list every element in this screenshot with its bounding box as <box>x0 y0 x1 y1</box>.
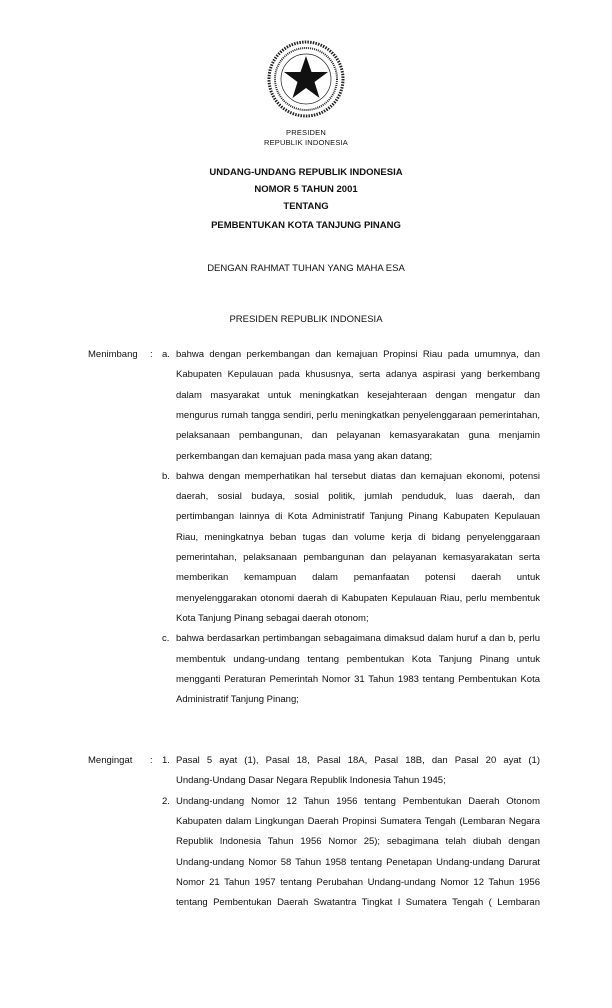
text-line: tentang Pembentukan Daerah Swatantra Tingkat I Sumatera Tengah ( Lembaran <box>176 897 540 909</box>
section-label: Menimbang <box>88 349 138 360</box>
document-title-2: NOMOR 5 TAHUN 2001 <box>254 184 358 195</box>
text-line: bahwa dengan perkembangan dan kemajuan Propinsi Riau pada umumnya, dan <box>176 349 540 360</box>
document-title-1: UNDANG-UNDANG REPUBLIK INDONESIA <box>209 167 403 178</box>
text-line: Administratif Tanjung Pinang; <box>176 694 299 706</box>
item-marker: c. <box>162 633 170 645</box>
text-line: Riau, meningkatnya beban tugas dan volume kerja di bidang penyelenggaraan <box>176 531 540 543</box>
text-line: Kabupaten Kepulauan pada khususnya, serta adanya aspirasi yang berkembang <box>176 369 540 381</box>
text-line: bahwa berdasarkan pertimbangan sebagaimana dimaksud dalam huruf a dan b, perlu <box>176 633 540 645</box>
document-title-4: PEMBENTUKAN KOTA TANJUNG PINANG <box>211 220 401 231</box>
item-marker: 2. <box>162 795 170 807</box>
text-line: Kota Tanjung Pinang sebagai daerah otonom; <box>176 612 369 624</box>
text-line: Undang-Undang Dasar Negara Republik Indonesia Tahun 1945; <box>176 775 446 787</box>
text-line: mengurus rumah tangga sendiri, perlu meningkatkan penyelenggaraan pemerintahan, <box>176 409 540 421</box>
office-line-1: PRESIDEN <box>286 128 326 137</box>
text-line: dalam masyarakat untuk meningkatkan kesejahteraan dengan mengatur dan <box>176 389 540 401</box>
document-title-3: TENTANG <box>283 201 329 212</box>
invocation: DENGAN RAHMAT TUHAN YANG MAHA ESA <box>207 263 405 274</box>
text-line: Republik Indonesia Tahun 1956 Nomor 25); sebagimana telah diubah dengan <box>176 836 540 848</box>
office-line-2: REPUBLIK INDONESIA <box>263 138 349 147</box>
section-colon: : <box>150 349 153 360</box>
text-line: mengganti Peraturan Pemerintah Nomor 31 Tahun 1983 tentang Pembentukan Kota <box>176 673 540 685</box>
text-line: daerah, sosial budaya, sosial politik, jumlah penduduk, luas daerah, dan <box>176 491 540 503</box>
section-colon: : <box>150 755 153 766</box>
text-line: Kabupaten dalam Lingkungan Daerah Propinsi Sumatera Tengah (Lembaran Negara <box>176 815 540 827</box>
text-line: Undang-undang Nomor 12 Tahun 1956 tentang Pembentukan Daerah Otonom <box>176 795 540 807</box>
text-line: menyelenggarakan otonomi daerah di Kabupaten Kepulauan Riau, perlu membentuk <box>176 592 540 604</box>
item-marker: b. <box>162 470 170 482</box>
text-line: Undang-undang Nomor 58 Tahun 1958 tentang Penetapan Undang-undang Darurat <box>176 856 540 868</box>
text-line: memberikan kemampuan dalam pemanfaatan potensi daerah untuk <box>176 572 540 584</box>
text-line: Pasal 5 ayat (1), Pasal 18, Pasal 18A, Pasal 18B, dan Pasal 20 ayat (1) <box>176 755 540 766</box>
text-line: membentuk undang-undang tentang pembentukan Kota Tanjung Pinang untuk <box>176 653 540 665</box>
text-line: Nomor 21 Tahun 1957 tentang Perubahan Undang-undang Nomor 12 Tahun 1956 <box>176 876 540 888</box>
item-marker: a. <box>162 349 170 360</box>
section-label: Mengingat <box>88 755 133 766</box>
issuer: PRESIDEN REPUBLIK INDONESIA <box>229 314 383 325</box>
item-marker: 1. <box>162 755 170 766</box>
text-line: pertimbangan lainnya di Kota Administratif Tanjung Pinang Kabupaten Kepulauan <box>176 511 540 523</box>
text-line: bahwa dengan memperhatikan hal tersebut diatas dan kemajuan ekonomi, potensi <box>176 470 540 482</box>
text-line: pelaksanaan pembangunan, dan pelayanan kemasyarakatan guna menjamin <box>176 430 540 442</box>
garuda-emblem-icon <box>266 38 346 120</box>
text-line: pemerintahan, pelaksanaan pembangunan dan pelayanan kemasyarakatan serta <box>176 552 540 563</box>
text-line: perkembangan dan kemajuan pada masa yang akan datang; <box>176 450 433 462</box>
